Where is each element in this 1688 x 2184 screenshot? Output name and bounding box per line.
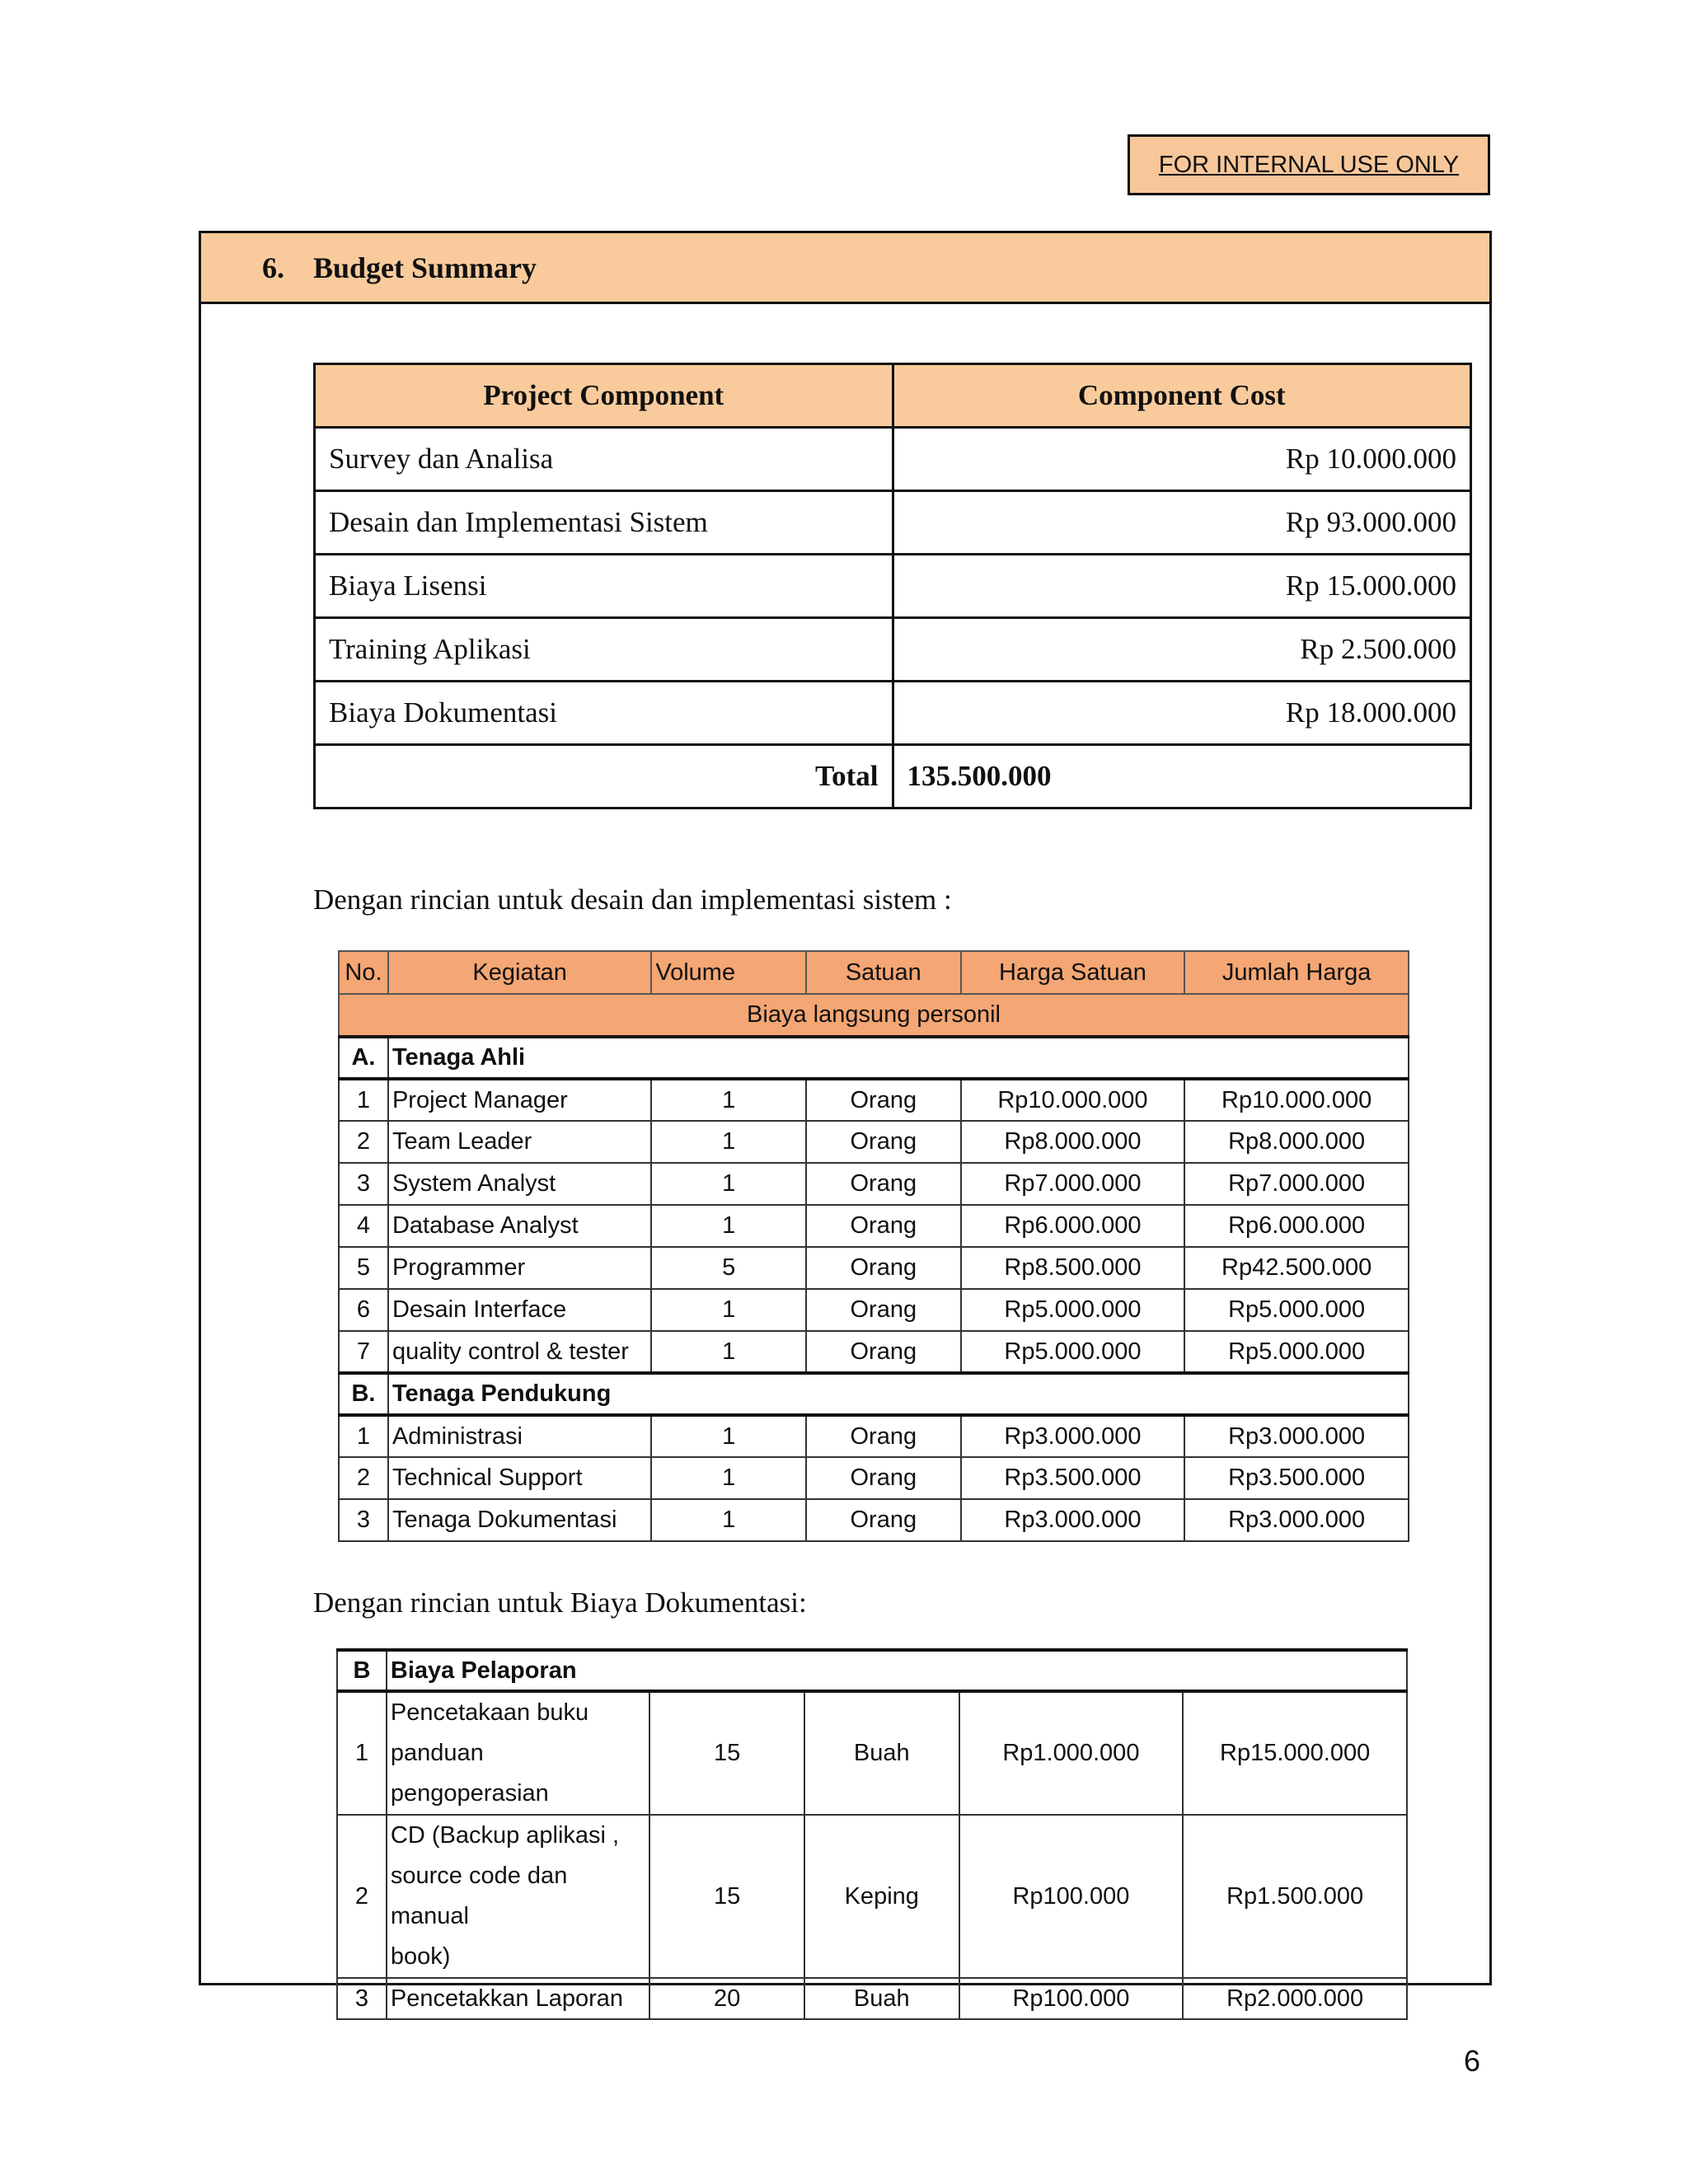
row-jumlah: Rp5.000.000 [1184, 1289, 1409, 1331]
budget-summary-table [313, 363, 1472, 809]
table-row [339, 1247, 1409, 1289]
documentation-intro-text: Dengan rincian untuk Biaya Dokumentasi: [313, 1586, 807, 1619]
row-no: 6 [339, 1289, 388, 1331]
row-satuan: Orang [806, 1121, 961, 1163]
detail-intro-text: Dengan rincian untuk desain dan implementasi sistem : [313, 883, 952, 916]
row-volume: 1 [651, 1163, 806, 1205]
row-harga: Rp3.500.000 [961, 1457, 1185, 1499]
row-harga: Rp6.000.000 [961, 1205, 1185, 1247]
row-kegiatan [387, 1691, 650, 1815]
row-harga: Rp5.000.000 [961, 1289, 1185, 1331]
kegiatan-line: source code dan manual [390, 1863, 568, 1929]
table-row [337, 1691, 1407, 1815]
row-satuan: Buah [804, 1691, 959, 1815]
row-harga: Rp8.000.000 [961, 1121, 1185, 1163]
component-cost: Rp 10.000.000 [893, 428, 1470, 491]
row-harga: Rp100.000 [959, 1815, 1184, 1978]
row-no: 3 [337, 1978, 387, 2019]
row-satuan: Orang [806, 1205, 961, 1247]
row-satuan: Orang [806, 1331, 961, 1373]
kegiatan-line: CD (Backup aplikasi , [390, 1822, 620, 1849]
component-cost: Rp 93.000.000 [893, 491, 1470, 555]
row-no: 3 [339, 1163, 388, 1205]
row-volume: 1 [651, 1289, 806, 1331]
table-row [315, 618, 1471, 682]
kegiatan-line: panduan pengoperasian [390, 1740, 549, 1807]
row-no: 2 [339, 1121, 388, 1163]
table-row [315, 682, 1471, 745]
component-name: Biaya Lisensi [315, 555, 893, 618]
row-jumlah: Rp6.000.000 [1184, 1205, 1409, 1247]
row-volume: 1 [651, 1499, 806, 1541]
row-no: 5 [339, 1247, 388, 1289]
row-jumlah: Rp1.500.000 [1183, 1815, 1407, 1978]
table-row [339, 1415, 1409, 1457]
row-kegiatan: System Analyst [388, 1163, 651, 1205]
header-project-component: Project Component [315, 364, 893, 428]
row-jumlah: Rp3.000.000 [1184, 1415, 1409, 1457]
section-title: Budget Summary [313, 251, 537, 284]
row-jumlah: Rp10.000.000 [1184, 1079, 1409, 1121]
row-jumlah: Rp2.000.000 [1183, 1978, 1407, 2019]
group-name: Biaya Pelaporan [387, 1650, 1407, 1691]
header-volume: Volume [651, 951, 806, 994]
total-row [315, 745, 1471, 808]
row-volume: 5 [651, 1247, 806, 1289]
total-label: Total [315, 745, 893, 808]
table-row [337, 1815, 1407, 1978]
header-no: No. [339, 951, 388, 994]
component-cost: Rp 2.500.000 [893, 618, 1470, 682]
row-kegiatan: Project Manager [388, 1079, 651, 1121]
row-satuan: Orang [806, 1079, 961, 1121]
row-jumlah: Rp5.000.000 [1184, 1331, 1409, 1373]
group-name: Tenaga Pendukung [388, 1373, 1409, 1415]
group-code: A. [339, 1037, 388, 1079]
component-name: Training Aplikasi [315, 618, 893, 682]
row-kegiatan: Team Leader [388, 1121, 651, 1163]
table-row [339, 1079, 1409, 1121]
row-kegiatan: Pencetakkan Laporan [387, 1978, 650, 2019]
table-header-row [339, 951, 1409, 994]
row-volume: 1 [651, 1331, 806, 1373]
group-code: B. [339, 1373, 388, 1415]
component-name: Survey dan Analisa [315, 428, 893, 491]
row-harga: Rp5.000.000 [961, 1331, 1185, 1373]
row-kegiatan: quality control & tester [388, 1331, 651, 1373]
row-volume: 1 [651, 1415, 806, 1457]
group-row [339, 1373, 1409, 1415]
table-row [315, 555, 1471, 618]
group-code: B [337, 1650, 387, 1691]
component-name: Desain dan Implementasi Sistem [315, 491, 893, 555]
section-number: 6. [262, 251, 284, 284]
row-jumlah: Rp7.000.000 [1184, 1163, 1409, 1205]
row-kegiatan: Technical Support [388, 1457, 651, 1499]
table-row [339, 1121, 1409, 1163]
total-value: 135.500.000 [893, 745, 1470, 808]
table-row [315, 491, 1471, 555]
table-row [339, 1457, 1409, 1499]
row-jumlah: Rp3.000.000 [1184, 1499, 1409, 1541]
row-no: 4 [339, 1205, 388, 1247]
row-harga: Rp3.000.000 [961, 1499, 1185, 1541]
row-jumlah: Rp42.500.000 [1184, 1247, 1409, 1289]
header-satuan: Satuan [806, 951, 961, 994]
section-header [201, 233, 1489, 304]
row-harga: Rp3.000.000 [961, 1415, 1185, 1457]
row-volume: 15 [649, 1815, 804, 1978]
row-satuan: Keping [804, 1815, 959, 1978]
row-satuan: Orang [806, 1499, 961, 1541]
header-jumlah-harga: Jumlah Harga [1184, 951, 1409, 994]
row-satuan: Orang [806, 1163, 961, 1205]
kegiatan-line: Pencetakaan buku [390, 1699, 589, 1726]
row-no: 1 [339, 1079, 388, 1121]
table-row [339, 1331, 1409, 1373]
row-no: 1 [337, 1691, 387, 1815]
row-no: 1 [339, 1415, 388, 1457]
row-kegiatan [387, 1815, 650, 1978]
group-row [337, 1650, 1407, 1691]
row-volume: 1 [651, 1121, 806, 1163]
kegiatan-line: book) [390, 1943, 451, 1970]
table-row [339, 1499, 1409, 1541]
row-no: 7 [339, 1331, 388, 1373]
component-name: Biaya Dokumentasi [315, 682, 893, 745]
group-row [339, 1037, 1409, 1079]
row-jumlah: Rp8.000.000 [1184, 1121, 1409, 1163]
row-jumlah: Rp15.000.000 [1183, 1691, 1407, 1815]
internal-use-label: FOR INTERNAL USE ONLY [1128, 134, 1490, 195]
row-harga: Rp100.000 [959, 1978, 1184, 2019]
row-volume: 1 [651, 1205, 806, 1247]
row-kegiatan: Tenaga Dokumentasi [388, 1499, 651, 1541]
page-number: 6 [1464, 2044, 1481, 2078]
table-header-row [315, 364, 1471, 428]
row-kegiatan: Administrasi [388, 1415, 651, 1457]
row-harga: Rp7.000.000 [961, 1163, 1185, 1205]
header-component-cost: Component Cost [893, 364, 1470, 428]
row-kegiatan: Database Analyst [388, 1205, 651, 1247]
row-volume: 20 [649, 1978, 804, 2019]
row-satuan: Orang [806, 1415, 961, 1457]
row-no: 2 [339, 1457, 388, 1499]
row-no: 3 [339, 1499, 388, 1541]
row-jumlah: Rp3.500.000 [1184, 1457, 1409, 1499]
system-detail-table [338, 950, 1409, 1542]
row-harga: Rp1.000.000 [959, 1691, 1184, 1815]
row-satuan: Orang [806, 1289, 961, 1331]
subheader-label: Biaya langsung personil [339, 994, 1409, 1037]
table-row [337, 1978, 1407, 2019]
component-cost: Rp 15.000.000 [893, 555, 1470, 618]
table-row [339, 1163, 1409, 1205]
component-cost: Rp 18.000.000 [893, 682, 1470, 745]
row-satuan: Orang [806, 1247, 961, 1289]
row-satuan: Orang [806, 1457, 961, 1499]
row-kegiatan: Desain Interface [388, 1289, 651, 1331]
table-row [315, 428, 1471, 491]
documentation-detail-table [336, 1648, 1408, 2020]
group-name: Tenaga Ahli [388, 1037, 1409, 1079]
table-row [339, 1289, 1409, 1331]
table-row [339, 1205, 1409, 1247]
row-volume: 1 [651, 1457, 806, 1499]
row-harga: Rp10.000.000 [961, 1079, 1185, 1121]
row-harga: Rp8.500.000 [961, 1247, 1185, 1289]
header-kegiatan: Kegiatan [388, 951, 651, 994]
subheader-row [339, 994, 1409, 1037]
row-volume: 1 [651, 1079, 806, 1121]
row-no: 2 [337, 1815, 387, 1978]
row-satuan: Buah [804, 1978, 959, 2019]
row-volume: 15 [649, 1691, 804, 1815]
row-kegiatan: Programmer [388, 1247, 651, 1289]
header-harga-satuan: Harga Satuan [961, 951, 1185, 994]
